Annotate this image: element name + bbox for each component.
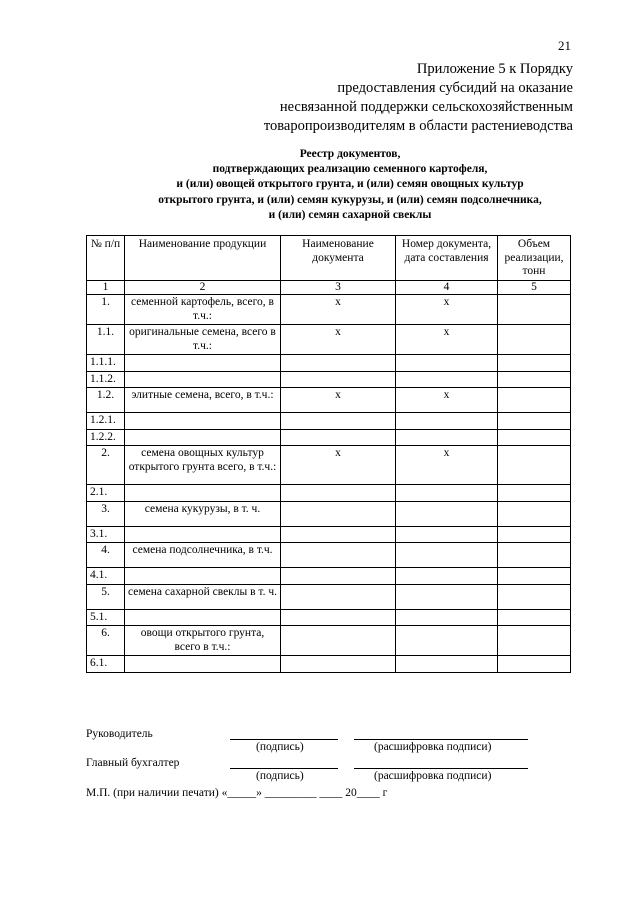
table-row — [87, 446, 571, 485]
table-row — [87, 388, 571, 413]
cell-document-number — [396, 355, 498, 372]
head-signature-line — [230, 739, 338, 740]
cell-number: 3.1. — [87, 526, 125, 543]
table-row — [87, 501, 571, 526]
head-signature-caption: (подпись) — [256, 741, 304, 753]
cell-document-name — [281, 501, 396, 526]
table-row — [87, 325, 571, 355]
cell-document-name: х — [281, 295, 396, 325]
cell-document-number — [396, 656, 498, 673]
cell-number: 2. — [87, 446, 125, 485]
cell-document-name — [281, 371, 396, 388]
cell-document-name: х — [281, 446, 396, 485]
header-product: Наименование продукции — [125, 236, 281, 281]
cell-document-number — [396, 584, 498, 609]
cell-document-name — [281, 609, 396, 626]
appendix-line: Приложение 5 к Порядку — [416, 61, 573, 77]
cell-product: семена овощных культур открытого грунта всего, в т.ч.: — [125, 446, 281, 485]
cell-volume — [498, 388, 571, 413]
cell-document-name — [281, 543, 396, 568]
accountant-decoding-line — [354, 768, 528, 769]
table-row — [87, 295, 571, 325]
cell-product: семена подсолнечника, в т.ч. — [125, 543, 281, 568]
cell-product — [125, 568, 281, 585]
table-row — [87, 371, 571, 388]
header-number: № п/п — [87, 236, 125, 281]
cell-number: 4.1. — [87, 568, 125, 585]
column-number: 4 — [396, 280, 498, 295]
cell-document-number — [396, 626, 498, 656]
cell-volume — [498, 371, 571, 388]
title-line: открытого грунта, и (или) семян кукурузы, и (или) семян подсолнечника, — [158, 193, 542, 206]
column-number: 5 — [498, 280, 571, 295]
cell-document-number — [396, 543, 498, 568]
title-line: Реестр документов, — [299, 148, 401, 160]
cell-document-name — [281, 485, 396, 502]
cell-number: 4. — [87, 543, 125, 568]
cell-product: овощи открытого грунта, всего в т.ч.: — [125, 626, 281, 656]
cell-number: 1.1.2. — [87, 371, 125, 388]
cell-product — [125, 355, 281, 372]
cell-document-name — [281, 626, 396, 656]
table-row — [87, 485, 571, 502]
column-number: 2 — [125, 280, 281, 295]
cell-document-name — [281, 413, 396, 430]
cell-document-number: х — [396, 295, 498, 325]
cell-product: элитные семена, всего, в т.ч.: — [125, 388, 281, 413]
cell-document-number — [396, 371, 498, 388]
head-label: Руководитель — [86, 728, 153, 740]
header-document-number: Номер документа, дата составления — [396, 236, 498, 281]
column-number: 1 — [87, 280, 125, 295]
header-volume: Объем реализации, тонн — [498, 236, 571, 281]
cell-number: 1.2.1. — [87, 413, 125, 430]
cell-document-number — [396, 568, 498, 585]
header-document-name: Наименование документа — [281, 236, 396, 281]
table-row — [87, 413, 571, 430]
stamp-line: М.П. (при наличии печати) «_____» _________ ____ 20____ г — [86, 787, 388, 799]
cell-document-number — [396, 485, 498, 502]
cell-number: 1.2. — [87, 388, 125, 413]
cell-document-name: х — [281, 325, 396, 355]
table-row — [87, 626, 571, 656]
appendix-line: несвязанной поддержки сельскохозяйственным — [279, 99, 573, 115]
table-row — [87, 568, 571, 585]
cell-volume — [498, 413, 571, 430]
table-row — [87, 584, 571, 609]
cell-volume — [498, 656, 571, 673]
cell-document-name: х — [281, 388, 396, 413]
cell-product: семенной картофель, всего, в т.ч.: — [125, 295, 281, 325]
cell-document-number — [396, 429, 498, 446]
column-number-row — [87, 280, 571, 295]
cell-document-name — [281, 429, 396, 446]
cell-document-number — [396, 609, 498, 626]
accountant-signature-line — [230, 768, 338, 769]
appendix-line: товаропроизводителям в области растениеводства — [263, 118, 573, 134]
cell-number: 3. — [87, 501, 125, 526]
appendix-heading — [113, 60, 573, 136]
cell-volume — [498, 609, 571, 626]
cell-product — [125, 413, 281, 430]
cell-product — [125, 526, 281, 543]
cell-product — [125, 656, 281, 673]
cell-document-number: х — [396, 446, 498, 485]
cell-number: 6. — [87, 626, 125, 656]
cell-number: 2.1. — [87, 485, 125, 502]
accountant-signature-caption: (подпись) — [256, 770, 304, 782]
cell-volume — [498, 626, 571, 656]
table-row — [87, 543, 571, 568]
cell-number: 5. — [87, 584, 125, 609]
table-row — [87, 355, 571, 372]
cell-product: семена кукурузы, в т. ч. — [125, 501, 281, 526]
cell-volume — [498, 325, 571, 355]
cell-document-number — [396, 413, 498, 430]
cell-document-name — [281, 584, 396, 609]
cell-number: 5.1. — [87, 609, 125, 626]
cell-product — [125, 485, 281, 502]
page-number: 21 — [558, 38, 571, 53]
cell-document-number — [396, 501, 498, 526]
table-row — [87, 609, 571, 626]
cell-volume — [498, 429, 571, 446]
cell-product: семена сахарной свеклы в т. ч. — [125, 584, 281, 609]
cell-volume — [498, 568, 571, 585]
cell-volume — [498, 584, 571, 609]
cell-volume — [498, 295, 571, 325]
cell-volume — [498, 543, 571, 568]
cell-volume — [498, 485, 571, 502]
cell-volume — [498, 355, 571, 372]
accountant-decoding-caption: (расшифровка подписи) — [374, 770, 492, 782]
table-row — [87, 656, 571, 673]
table-row — [87, 429, 571, 446]
cell-product — [125, 609, 281, 626]
cell-document-name — [281, 656, 396, 673]
cell-document-number — [396, 526, 498, 543]
cell-product: оригинальные семена, всего в т.ч.: — [125, 325, 281, 355]
head-decoding-caption: (расшифровка подписи) — [374, 741, 492, 753]
accountant-label: Главный бухгалтер — [86, 757, 180, 769]
title-line: подтверждающих реализацию семенного картофеля, — [212, 163, 488, 176]
cell-document-number: х — [396, 325, 498, 355]
cell-product — [125, 371, 281, 388]
cell-document-name — [281, 355, 396, 372]
cell-number: 1.2.2. — [87, 429, 125, 446]
cell-document-number: х — [396, 388, 498, 413]
cell-volume — [498, 446, 571, 485]
cell-number: 1. — [87, 295, 125, 325]
head-decoding-line — [354, 739, 528, 740]
table-body — [87, 295, 571, 673]
cell-number: 1.1. — [87, 325, 125, 355]
cell-volume — [498, 501, 571, 526]
cell-document-name — [281, 568, 396, 585]
table-header-row — [87, 236, 571, 281]
document-title — [100, 147, 600, 223]
table-row — [87, 526, 571, 543]
cell-number: 6.1. — [87, 656, 125, 673]
cell-document-name — [281, 526, 396, 543]
column-number: 3 — [281, 280, 396, 295]
cell-volume — [498, 526, 571, 543]
title-line: и (или) семян сахарной свеклы — [268, 208, 432, 221]
appendix-line: предоставления субсидий на оказание — [337, 80, 573, 96]
title-line: и (или) овощей открытого грунта, и (или) семян овощных культур — [176, 178, 524, 191]
registry-table — [86, 235, 571, 673]
cell-product — [125, 429, 281, 446]
cell-number: 1.1.1. — [87, 355, 125, 372]
